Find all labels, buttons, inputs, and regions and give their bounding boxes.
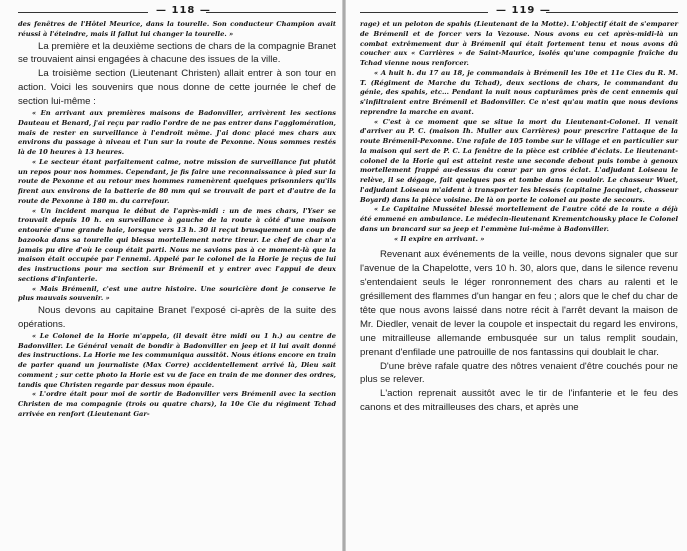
page-number: — 119 —: [496, 5, 551, 16]
right-page-header: [346, 5, 687, 17]
left-page: [0, 0, 343, 551]
right-page: [346, 0, 687, 551]
left-page-header: [0, 5, 343, 17]
header-rule-right: [206, 12, 336, 13]
narrative-paragraph: La troisième section (Lieutenant Christen) allait entrer à son tour en action. Voici les souvenirs que nous donne de cette journée le chef de section lui-même :: [18, 68, 336, 108]
quote-paragraph: « Mais Brémenil, c'est une autre histoire. Une souricière dont je conserve le plus mauvais souvenir. »: [18, 284, 336, 303]
quote-paragraph: « C'est à ce moment que se situe la mort du Lieutenant-Colonel. Il venait d'arriver au P. C. (maison Ih. Muller aux Carrières) pour prescrire l'attaque de la route Brémenil-Pexonne. Une rafale de 105 tombe sur le village et en particulier sur la maison qui sert de P. C. La fenêtre de la pièce est criblée d'éclats. Le lieutenant-colonel de la Horie qui est atteint reste une seconde debout puis tombe à genoux mortellement frappé au-dessus du cœur par un gros éclat. L'adjudant Loiseau le relève, il se dégage, fait quelques pas et tombe dans le couloir. Le chasseur Wuet, l'adjudant Loiseau m'aident à transporter les blessés (capitaine Jacquinet, chasseur Boyard) dans la pièce voisine. De là on porte le colonel au poste de secours.: [360, 117, 678, 204]
right-text-column: [360, 20, 678, 415]
narrative-paragraph: Revenant aux événements de la veille, nous devons signaler que sur l'avenue de la Chapelotte, vers 10 h. 30, alors que, dans le silence revenu s'entendaient seuls le léger ronronnement des chars au ralenti et le grésillement des flammes d'un hangar en feu ; alors que le chef du char de tête que nous avons laissé dans notre récit à l'arrêt devant la maison de Mr. Diedler, venait de lever la coupole et inspectait du regard les environs, une mitrailleuse allemande embusquée sur un talus remplit soudain, prenant d'enfilade une patrouille de nos fantassins qui doublait le char.: [360, 249, 678, 358]
header-rule-right: [546, 12, 678, 13]
quote-continuation: rage) et un peloton de spahis (Lieutenant de la Motte). L'objectif était de s'emparer de Brémenil et de forcer vers la Vezouse. Nous avons eu cet après-midi-là un combat extrêmement dur à Brémenil qui était fortement tenu et nous avons dû coucher aux « Carrières » de Saint-Maurice, isolés qu'une compagnie fraîche du Tchad vienne nous renforcer.: [360, 20, 678, 67]
quote-paragraph: « L'ordre était pour moi de sortir de Badonviller vers Brémenil avec la section Christen de ma compagnie (trois ou quatre chars), la 10e Cie du régiment Tchad arrivée en renfort (Lieutenant Gar-: [18, 390, 336, 418]
header-rule-left: [18, 12, 148, 13]
narrative-paragraph: Nous devons au capitaine Branet l'exposé ci-après de la suite des opérations.: [18, 305, 336, 330]
quote-signature-line: « Il expire en arrivant. »: [394, 234, 485, 243]
quote-paragraph: « Le secteur étant parfaitement calme, notre mission de surveillance fut plutôt un repos pour nos hommes. Cependant, je fis faire une reconnaissance à pied sur la route de Pexonne et au retour mes hommes ramenèrent quelques prisonniers qu'ils firent aux environs de la batterie de 80 mm qui se trouvait de part et d'autre de la route de Pexonne à 180 m. du carrefour.: [18, 157, 336, 205]
narrative-paragraph: L'action reprenait aussitôt avec le tir de l'infanterie et le feu des canons et des mitrailleuses des chars, et après une: [360, 388, 678, 414]
left-text-column: [18, 20, 336, 420]
quote-paragraph: « En arrivant aux premières maisons de Badonviller, arrivèrent les sections Dauteau et Benard, j'ai reçu par radio l'ordre de ne pas entrer dans l'agglomération, mais de rester en surveillance à l'endroit même. J'ai donc placé mes chars aux environs du passage à niveau et l'un sur la route de Pexonne. Nous sommes restés là de 10 heures à 13 heures.: [18, 109, 336, 157]
quote-paragraph: « Un incident marqua le début de l'après-midi : un de mes chars, l'Yser se trouvait depuis 10 h. en surveillance à gauche de la route à côté d'une maison entourée d'une grande haie, lorsque vers 13 h. 30 il reçut brusquement un coup de bazooka dans sa tourelle qui blessa mortellement notre tireur. Le chef de char n'a jamais pu dire d'où le coup était parti. Nous ne savions pas à ce moment-là que la maison était occupée par l'ennemi. Appelé par le colonel de la Horie je reçus de lui des instructions pour ma section sur Brémenil et y entrer avec l'appui de deux sections d'infanterie.: [18, 206, 336, 283]
page-number: — 118 —: [156, 5, 211, 16]
quote-paragraph: « A huit h. du 17 au 18, je commandais à Brémenil les 10e et 11e Cies du R. M. T. (Régiment de Marche du Tchad), deux sections de chars, le commandant du génie, des spahis, etc... Pendant la nuit nous capturâmes près de cent ennemis qui s'infiltraient entre Brémenil et Badonviller. Ce n'est qu'au matin que nous devions reprendre la marche en avant.: [360, 68, 678, 116]
narrative-paragraph: La première et la deuxième sections de chars de la compagnie Branet se trouvaient ainsi engagées à chacune des issues de la ville.: [18, 40, 336, 66]
quote-paragraph: « Le Colonel de la Horie m'appela, (il devait être midi ou 1 h.) au centre de Badonviller. Le Général venait de bondir à Badonviller en jeep et il lui avait donné des instructions. La Horie me les communiqua aussitôt. Nous étions encore en train de parler quand un journaliste (Max Corre) accidentellement arrivé là, Dieu sait comment ; sur cette photo la Horie est vu de face en train de me donner des ordres, tandis que Christen regarde par dessus mon épaule.: [18, 331, 336, 389]
quote-continuation: des fenêtres de l'Hôtel Meurice, dans la tourelle. Son conducteur Champion avait réussi à l'éteindre, mais il fallut lui changer la tourelle. »: [18, 20, 336, 38]
narrative-paragraph: D'une brève rafale quatre des nôtres venaient d'être couchés pour ne plus se relever.: [360, 360, 678, 386]
quote-paragraph: « Le Capitaine Mussétel blessé mortellement de l'autre côté de la route a déjà été emmené en ambulance. Le médecin-lieutenant Krementchousky place le Colonel dans un brancard sur sa jeep et l'emmène lui-même à Badonviller.: [360, 205, 678, 233]
header-rule-left: [360, 12, 488, 13]
